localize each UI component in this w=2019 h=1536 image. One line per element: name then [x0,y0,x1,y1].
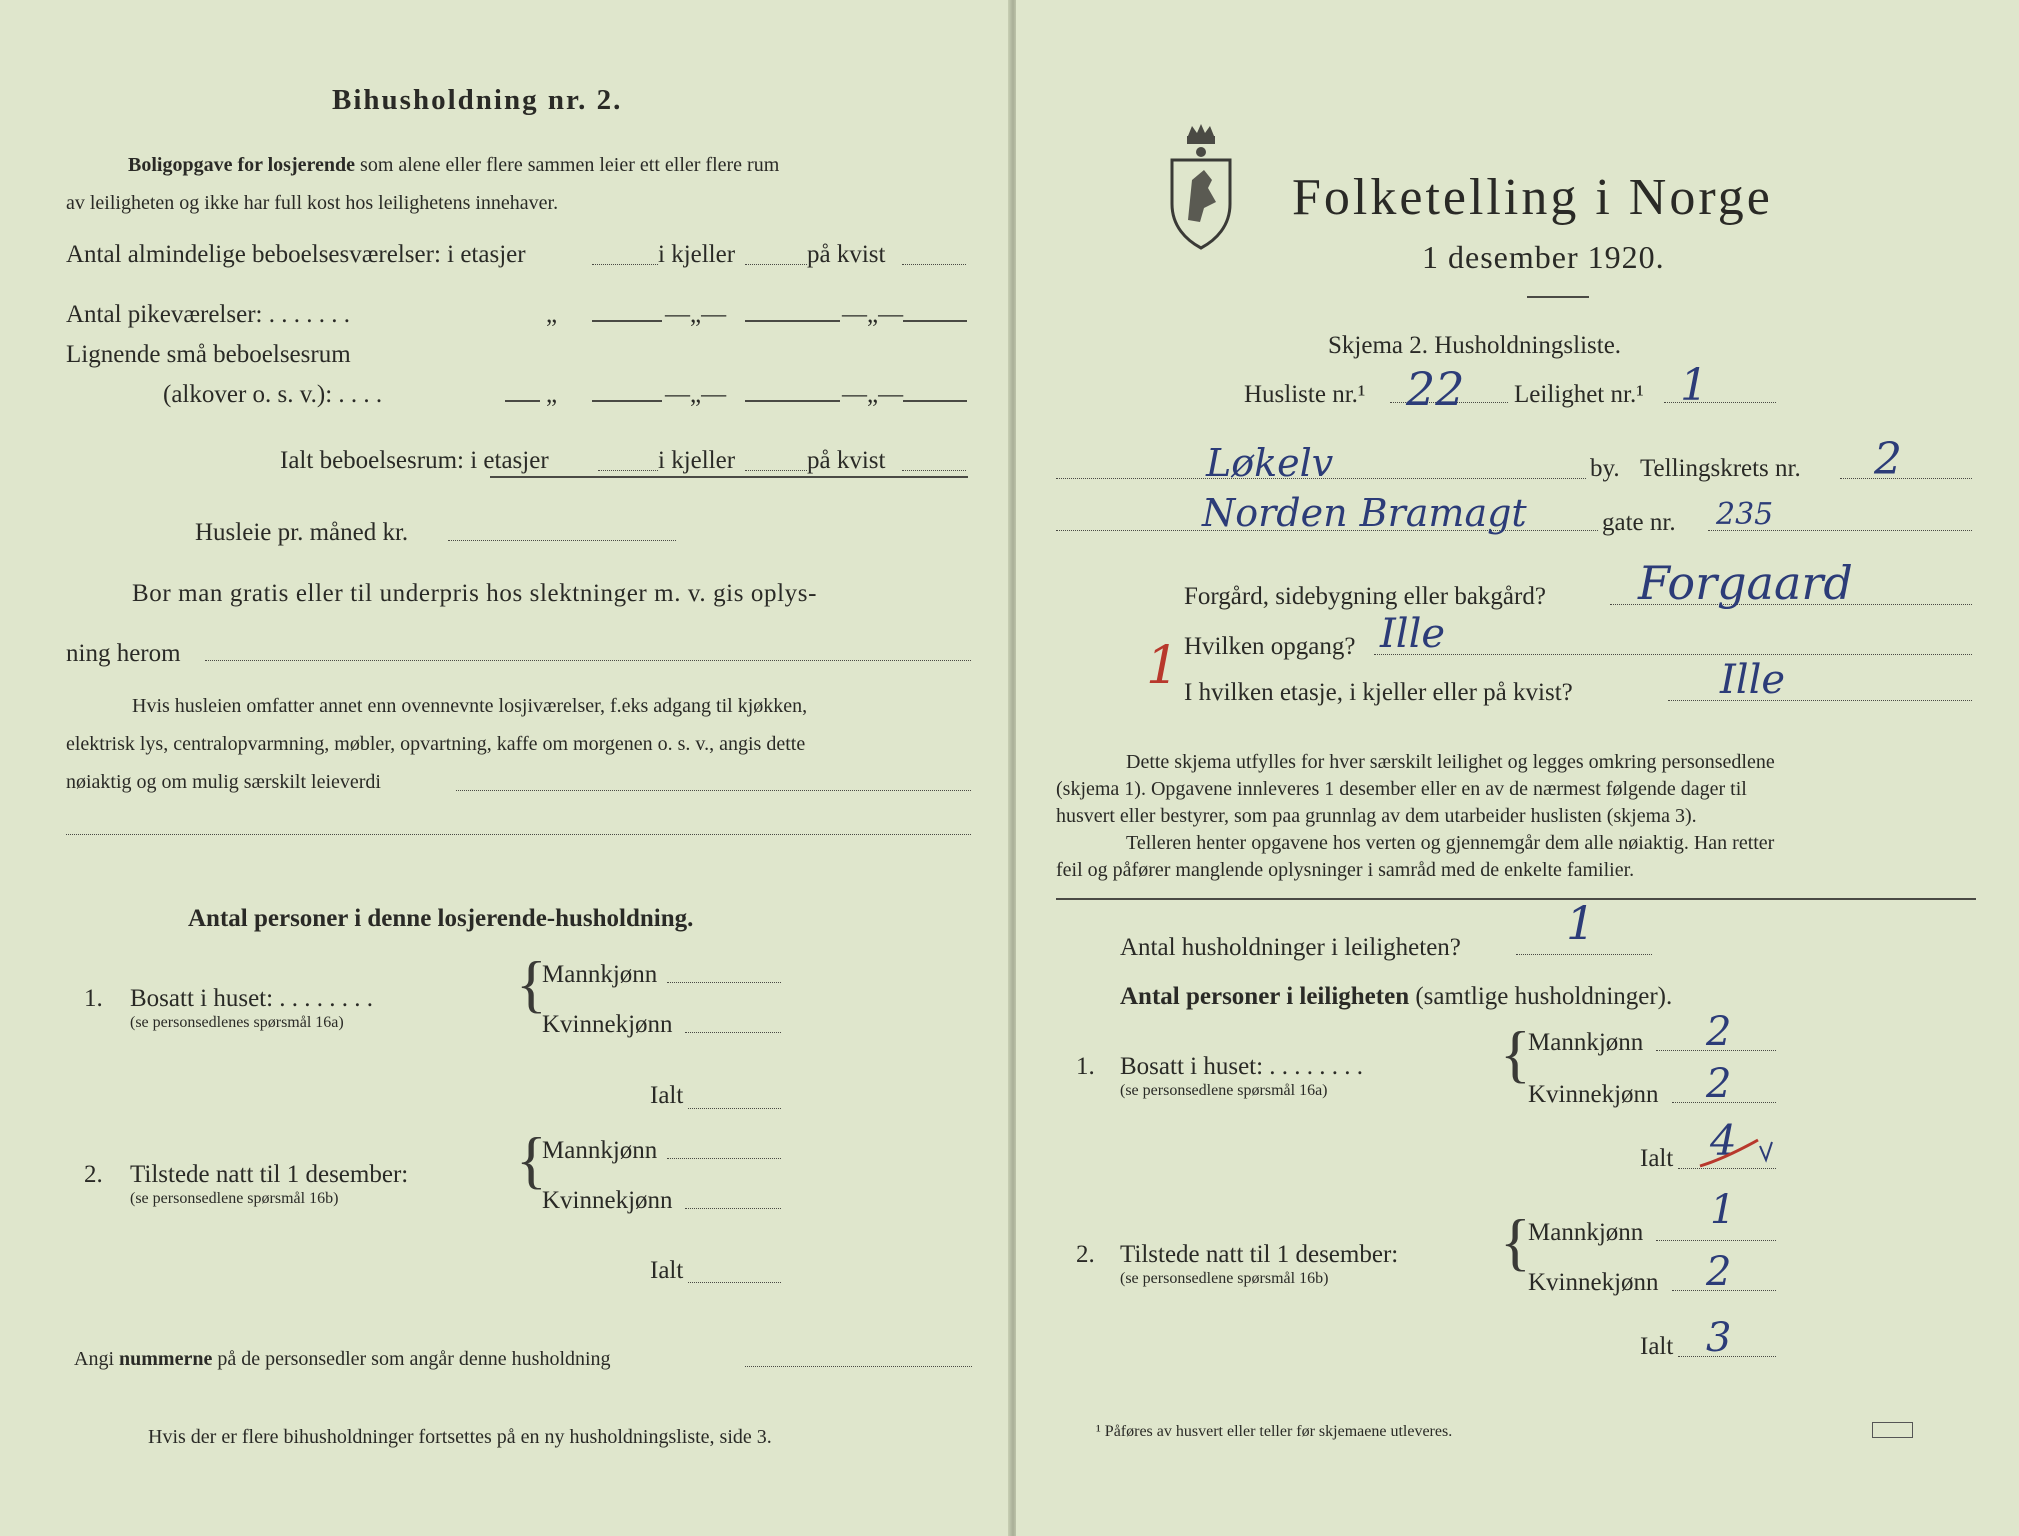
pike-kjeller-field [745,320,840,322]
hw-margin-mark: 1 [1146,636,1180,696]
title-rule [1527,296,1589,298]
left-title: Bihusholdning nr. 2. [332,84,623,116]
pike-kvist-field [903,320,967,322]
leieverdi-field-2 [66,834,971,835]
antal-alm-label: Antal almindelige beboelsesværelser: i etasjer [66,241,526,268]
q1-ialt-field [688,1108,781,1109]
ialt-rule [490,476,968,478]
pike-etasjer-field [592,320,662,322]
q1-sub: (se personsedlenes spørsmål 16a) [130,1014,344,1031]
ialt-kjeller-label: i kjeller [658,447,736,474]
antal-personer-heading: Antal personer i denne losjerende-husholdning. [188,905,694,932]
r-q1-sub: (se personsedlene spørsmål 16a) [1120,1082,1328,1099]
lignende-label: Lignende små beboelsesrum [66,341,351,368]
alm-kjeller-field [745,264,807,265]
hw-q1-kvinne: 2 [1706,1061,1732,1107]
r-q2-label: Tilstede natt til 1 desember: [1120,1241,1399,1268]
hw-leilighet-nr: 1 [1680,360,1708,411]
hw-q2-mann: 1 [1710,1187,1736,1233]
hvis-line-2: elektrisk lys, centralopvarmning, møbler, opvartning, kaffe om morgenen o. s. v., angis dette [66,733,806,755]
hw-antal-hush: 1 [1566,896,1596,950]
q2-sub: (se personsedlene spørsmål 16b) [130,1190,339,1207]
q1-num: 1. [84,985,103,1012]
hw-gate-name: Norden Bramagt [1202,491,1527,535]
husliste-label: Husliste nr.¹ [1244,381,1366,408]
antal-hush-label: Antal husholdninger i leiligheten? [1120,934,1461,961]
r-q2-brace: { [1500,1206,1531,1277]
q1-brace: { [516,948,547,1019]
r-q1-brace: { [1500,1018,1531,1089]
ditto-2: „ [546,381,558,408]
left-footer: Hvis der er flere bihusholdninger fortsettes på en ny husholdningsliste, side 3. [148,1426,772,1448]
intro-line-2: av leiligheten og ikke har full kost hos leilighetens innehaver. [66,192,559,214]
dash-ditto-3: —„— [665,381,727,408]
r-q1-label: Bosatt i huset: . . . . . . . . [1120,1053,1364,1080]
opgang-field [1374,654,1972,655]
footnote: ¹ Påføres av husvert eller teller før skjemaene utleveres. [1096,1423,1453,1440]
r-q2-num: 2. [1076,1241,1095,1268]
alkover-etasjer-field [592,400,662,402]
q2-label: Tilstede natt til 1 desember: [130,1161,409,1188]
r-q2-mann-field [1656,1240,1776,1241]
r-q2-mann-label: Mannkjønn [1528,1219,1644,1246]
dette-line-3: husvert eller bestyrer, som paa grunnlag av dem utarbeider huslisten (skjema 3). [1056,805,1697,827]
ialt-etasjer-field [598,470,658,471]
r-q2-ialt-label: Ialt [1640,1333,1674,1360]
herom-field [205,660,971,661]
tellingskrets-field [1840,478,1972,479]
q2-mann-field [667,1158,781,1159]
ialt-bebo-label: Ialt beboelsesrum: i etasjer [280,447,549,474]
ialt-kvist-field [902,470,966,471]
hw-forgaard: Forgaard [1638,556,1853,610]
hw-gate-nr: 235 [1716,497,1774,532]
form-date: 1 desember 1920. [1422,239,1665,275]
hw-q2-kvinne: 2 [1706,1249,1732,1295]
hw-husliste-nr: 22 [1406,362,1465,416]
ning-herom-label: ning herom [66,640,181,667]
q1-kvinne-field [685,1032,781,1033]
alkover-kvist-field [903,400,967,402]
antal-pers-heading: Antal personer i leiligheten (samtlige husholdninger). [1120,983,1673,1010]
hw-etasje: Ille [1720,657,1786,703]
r-q2-kvinne-label: Kvinnekjønn [1528,1269,1659,1296]
skjema-label: Skjema 2. Husholdningsliste. [1328,332,1622,359]
ditto-1: „ [546,301,558,328]
q2-num: 2. [84,1161,103,1188]
r-q1-kvinne-label: Kvinnekjønn [1528,1081,1659,1108]
dette-line-1: Dette skjema utfylles for hver særskilt leilighet og legges omkring personsedlene [1126,751,1775,773]
opgang-label: Hvilken opgang? [1184,633,1356,660]
red-correction-icon [1696,1134,1776,1174]
hw-krets-nr: 2 [1874,434,1902,485]
dash-ditto-4: —„— [842,381,904,408]
form-title: Folketelling i Norge [1292,169,1773,226]
printer-stamp [1872,1422,1913,1438]
q1-mann-label: Mannkjønn [542,961,658,988]
alkover-kjeller-field [745,400,840,402]
ialt-kvist-label: på kvist [807,447,886,474]
pikevaerelser-label: Antal pikeværelser: . . . . . . . [66,301,350,328]
alkover-label: (alkover o. s. v.): . . . . [163,381,383,408]
q2-brace: { [516,1124,547,1195]
intro-line-1: Boligopgave for losjerende som alene eller flere sammen leier ett eller flere rum [128,154,780,176]
hw-q1-ialt: 4 [1710,1116,1737,1165]
r-q1-mann-label: Mannkjønn [1528,1029,1644,1056]
husleie-field [448,540,676,541]
dette-line-4: Telleren henter opgavene hos verten og gjennemgår dem alle nøiaktig. Han retter [1126,832,1775,854]
q2-kvinne-field [685,1208,781,1209]
hvis-line-3: nøiaktig og om mulig særskilt leieverdi [66,771,381,793]
tellingskrets-label: Tellingskrets nr. [1640,455,1801,482]
q1-mann-field [667,982,781,983]
antal-hush-field [1516,954,1652,955]
hw-by-name: Løkelv [1206,441,1334,485]
forgaard-label: Forgård, sidebygning eller bakgård? [1184,583,1546,610]
coat-of-arms-icon [1166,122,1236,250]
hvis-line-1: Hvis husleien omfatter annet enn ovennevnte losjiværelser, f.eks adgang til kjøkken, [132,695,808,717]
alm-etasjer-field [592,264,658,265]
leieverdi-field [456,790,971,791]
angi-line: Angi nummerne på de personsedler som angår denne husholdning [74,1348,611,1370]
angi-field [745,1366,972,1367]
alkover-pre-field [505,400,540,402]
leilighet-label: Leilighet nr.¹ [1514,381,1644,408]
r-q2-sub: (se personsedlene spørsmål 16b) [1120,1270,1329,1287]
ialt-kjeller-field [745,470,807,471]
hw-q1-mann: 2 [1706,1009,1732,1055]
etasje-field [1668,700,1972,701]
r-q1-num: 1. [1076,1053,1095,1080]
dash-ditto-2: —„— [842,301,904,328]
q1-kvinne-label: Kvinnekjønn [542,1011,673,1038]
husleie-label: Husleie pr. måned kr. [195,519,409,546]
alm-kvist-label: på kvist [807,241,886,268]
dette-line-2: (skjema 1). Opgavene innleveres 1 desember eller en av de nærmest følgende dager til [1056,778,1747,800]
etasje-label: I hvilken etasje, i kjeller eller på kvist? [1184,679,1573,706]
bor-man-line: Bor man gratis eller til underpris hos slektninger m. v. gis oplys- [132,580,818,607]
q1-ialt-label: Ialt [650,1082,684,1109]
gate-label: gate nr. [1602,509,1676,536]
alm-kvist-field [902,264,966,265]
q2-ialt-label: Ialt [650,1257,684,1284]
section-divider [1056,898,1976,900]
hw-opgang: Ille [1380,611,1446,657]
q1-label: Bosatt i huset: . . . . . . . . [130,985,374,1012]
dette-line-5: feil og påfører manglende oplysninger i samråd med de enkelte familier. [1056,859,1635,881]
hw-q2-ialt: 3 [1706,1315,1732,1361]
dash-ditto-1: —„— [665,301,727,328]
right-page [1016,0,2019,1536]
q2-kvinne-label: Kvinnekjønn [542,1187,673,1214]
q2-ialt-field [688,1282,781,1283]
r-q1-ialt-label: Ialt [1640,1145,1674,1172]
q2-mann-label: Mannkjønn [542,1137,658,1164]
by-label: by. [1590,455,1620,482]
alm-kjeller-label: i kjeller [658,241,736,268]
